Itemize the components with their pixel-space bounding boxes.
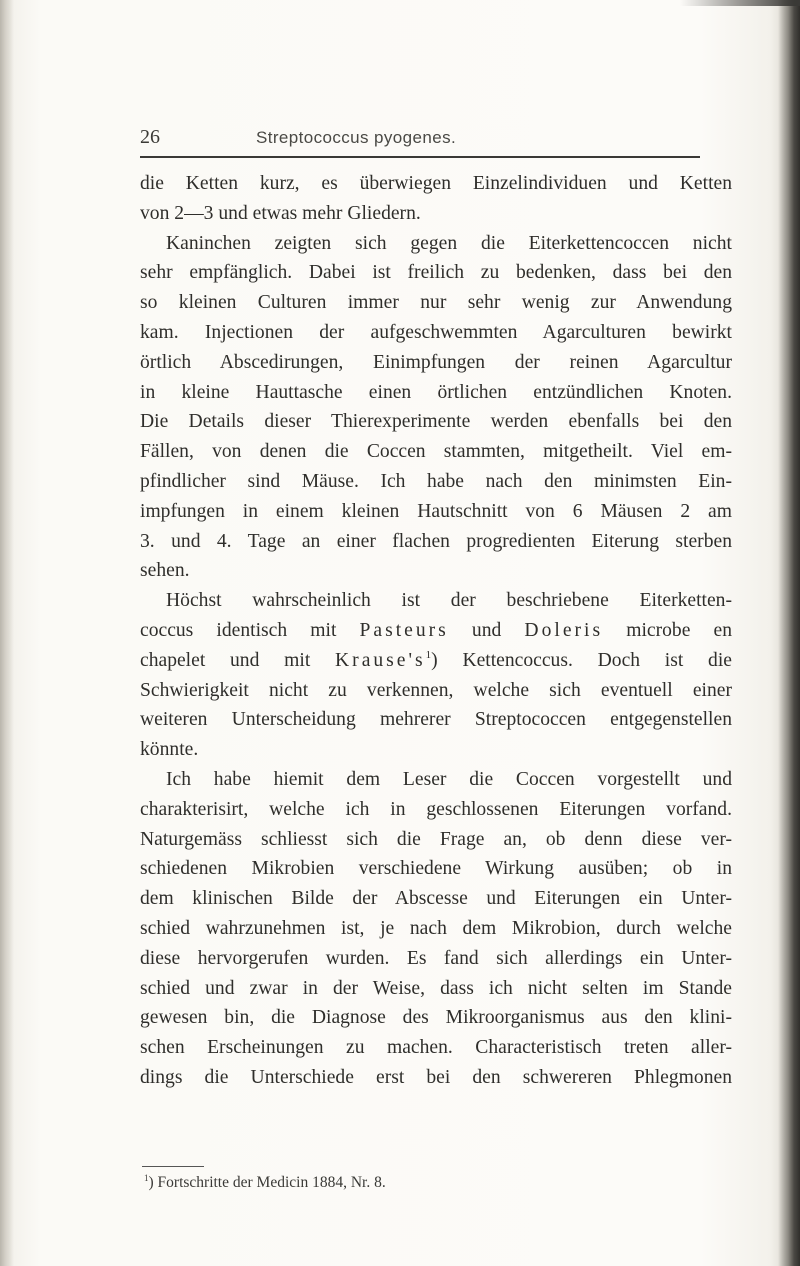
text-line: Höchst wahrscheinlich ist der beschriebene Eiterketten- bbox=[166, 590, 732, 612]
binding-shadow bbox=[0, 0, 14, 1266]
footnote-reference: 1 bbox=[425, 648, 432, 661]
text-segment: ) Kettencoccus. Doch ist die bbox=[431, 649, 732, 671]
text-line: dem klinischen Bilde der Abscesse und Eiterungen ein Unter- bbox=[140, 888, 732, 910]
text-line: schied wahrzunehmen ist, je nach dem Mikrobion, durch welche bbox=[140, 917, 732, 939]
text-line: diese hervorgerufen wurden. Es fand sich allerdings ein Unter- bbox=[140, 947, 732, 969]
text-line: örtlich Abscedirungen, Einimpfungen der reinen Agarcultur bbox=[140, 351, 732, 373]
author-name-doleris: Doleris bbox=[524, 619, 604, 641]
text-line: schied und zwar in der Weise, dass ich nicht selten im Stande bbox=[140, 977, 732, 999]
text-line: Die Details dieser Thierexperimente werden ebenfalls bei den bbox=[140, 411, 732, 433]
body-text bbox=[140, 169, 732, 1093]
text-line: die Ketten kurz, es überwiegen Einzelindividuen und Ketten bbox=[140, 173, 732, 194]
page-edge-shadow bbox=[778, 0, 800, 1266]
running-head: Streptococcus pyogenes. bbox=[256, 128, 457, 147]
text-line: pfindlicher sind Mäuse. Ich habe nach den minimsten Ein- bbox=[140, 470, 732, 492]
text-line: 3. und 4. Tage an einer flachen progredienten Eiterung sterben bbox=[140, 530, 732, 552]
footnote-text: ) Fortschritte der Medicin 1884, Nr. 8. bbox=[148, 1174, 386, 1191]
author-name-krause: Krause's bbox=[335, 649, 426, 671]
text-line: dings die Unterschiede erst bei den schwereren Phlegmonen bbox=[140, 1066, 732, 1088]
text-line: weiteren Unterscheidung mehrerer Streptococcen entgegenstellen bbox=[140, 709, 732, 731]
text-line: Fällen, von denen die Coccen stammten, mitgetheilt. Viel em- bbox=[140, 441, 732, 463]
text-line: Kaninchen zeigten sich gegen die Eiterkettencoccen nicht bbox=[166, 232, 732, 254]
text-line: schen Erscheinungen zu machen. Characteristisch treten aller- bbox=[140, 1037, 732, 1059]
page-number: 26 bbox=[140, 126, 160, 148]
text-line: sehr empfänglich. Dabei ist freilich zu bedenken, dass bei den bbox=[140, 262, 732, 284]
text-line: charakterisirt, welche ich in geschlossenen Eiterungen vorfand. bbox=[140, 798, 732, 820]
author-name-pasteur: Pasteurs bbox=[359, 619, 449, 641]
text-line: in kleine Hauttasche einen örtlichen entzündlichen Knoten. bbox=[140, 381, 732, 403]
text-segment: und bbox=[448, 619, 525, 641]
text-line: so kleinen Culturen immer nur sehr wenig zur Anwendung bbox=[140, 292, 732, 314]
text-line: gewesen bin, die Diagnose des Mikroorganismus aus den klini- bbox=[140, 1007, 732, 1029]
text-line: Schwierigkeit nicht zu verkennen, welche sich eventuell einer bbox=[140, 679, 732, 701]
footnote-divider bbox=[142, 1166, 204, 1167]
text-line: Naturgemäss schliesst sich die Frage an, ob denn diese ver- bbox=[140, 828, 732, 850]
text-line: sehen. bbox=[140, 560, 190, 582]
text-segment: chapelet und mit bbox=[140, 649, 336, 671]
text-line: impfungen in einem kleinen Hautschnitt von 6 Mäusen 2 am bbox=[140, 500, 732, 522]
text-line: schiedenen Mikrobien verschiedene Wirkung ausüben; ob in bbox=[140, 858, 732, 880]
text-segment: microbe en bbox=[603, 619, 733, 641]
text-line: könnte. bbox=[140, 739, 199, 761]
text-line: kam. Injectionen der aufgeschwemmten Agarculturen bewirkt bbox=[140, 321, 732, 343]
scan-edge-mark bbox=[680, 0, 800, 6]
page-header bbox=[140, 126, 700, 158]
footnote-marker: 1 bbox=[144, 1173, 149, 1183]
text-line: von 2—3 und etwas mehr Gliedern. bbox=[140, 202, 421, 224]
footnote bbox=[144, 1174, 386, 1192]
text-line: Ich habe hiemit dem Leser die Coccen vorgestellt und bbox=[166, 768, 732, 790]
text-segment: coccus identisch mit bbox=[140, 619, 360, 641]
text-line bbox=[140, 646, 732, 676]
text-line bbox=[140, 616, 732, 646]
